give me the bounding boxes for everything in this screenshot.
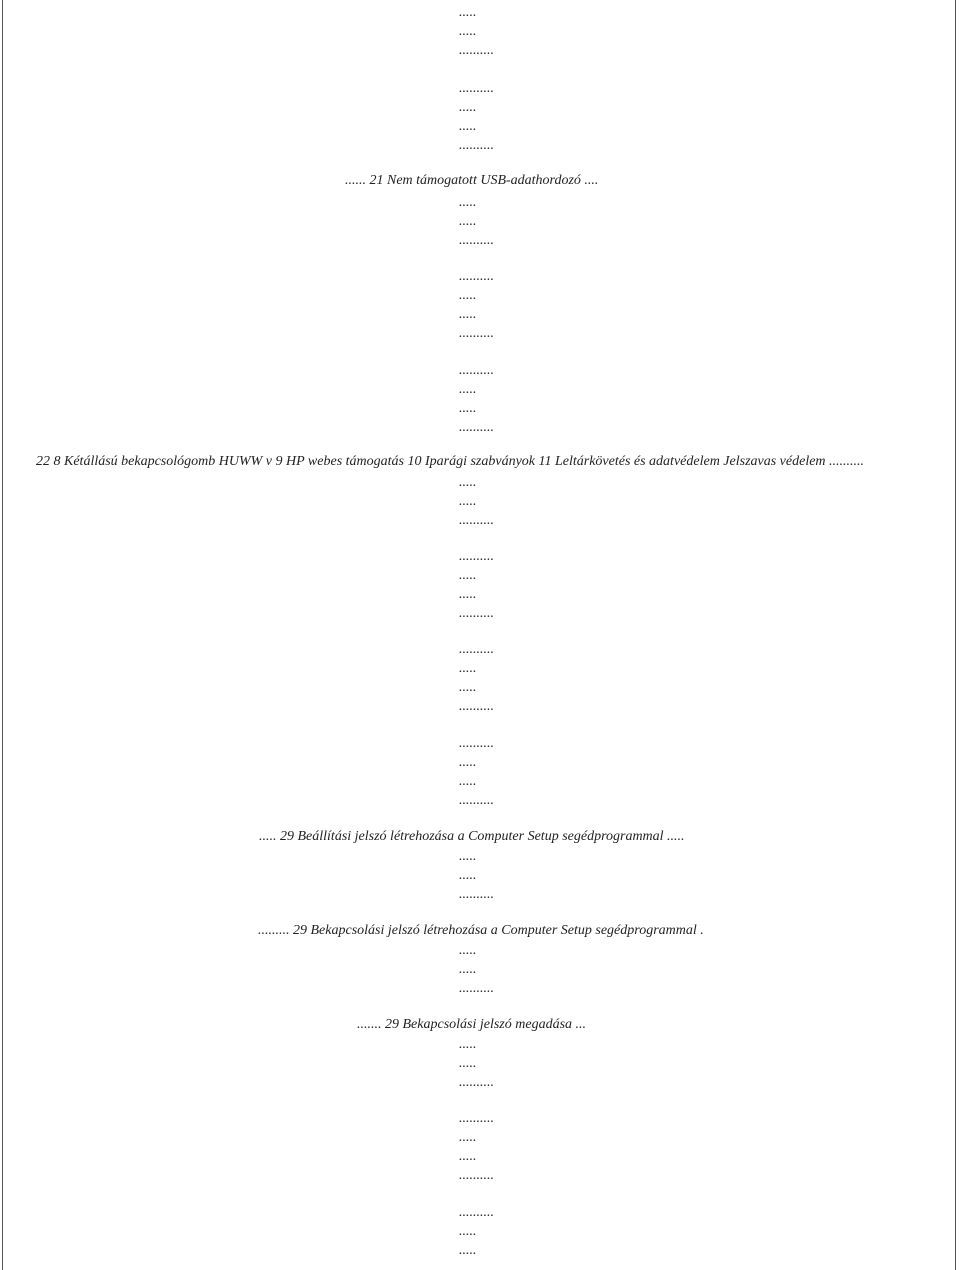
toc-line: .......... xyxy=(459,549,494,564)
toc-line: ..... xyxy=(459,382,477,397)
toc-line: ..... xyxy=(459,475,477,490)
toc-line: ..... xyxy=(459,1130,477,1145)
toc-line: ..... xyxy=(459,680,477,695)
toc-line: .......... xyxy=(459,1205,494,1220)
toc-line: .......... xyxy=(459,736,494,751)
toc-line: .......... xyxy=(459,793,494,808)
toc-line: .......... xyxy=(459,233,494,248)
toc-line: .......... xyxy=(459,887,494,902)
toc-line: ..... xyxy=(459,568,477,583)
toc-line: ..... xyxy=(459,1243,477,1258)
toc-line: ..... xyxy=(459,5,477,20)
toc-line: 22 8 Kétállású bekapcsológomb HUWW v 9 HP webes támogatás 10 Iparági szabványok 11 Leltárkövetés és adatvédelem Jelszavas védelem .......... xyxy=(36,454,865,469)
toc-line: ..... xyxy=(459,214,477,229)
toc-line: ..... xyxy=(459,119,477,134)
toc-line: .......... xyxy=(459,269,494,284)
toc-line: ..... xyxy=(459,1037,477,1052)
toc-line: ..... xyxy=(459,100,477,115)
toc-line: ..... xyxy=(459,307,477,322)
toc-line: ..... xyxy=(459,962,477,977)
toc-line: ..... xyxy=(459,868,477,883)
toc-line: .......... xyxy=(459,642,494,657)
toc-line: .......... xyxy=(459,326,494,341)
toc-line: ..... xyxy=(459,774,477,789)
toc-line: .......... xyxy=(459,699,494,714)
toc-line: .......... xyxy=(459,1111,494,1126)
toc-line: ..... xyxy=(459,195,477,210)
toc-line: .......... xyxy=(459,43,494,58)
toc-line: ..... xyxy=(459,401,477,416)
toc-line: ..... xyxy=(459,661,477,676)
toc-line: .......... xyxy=(459,606,494,621)
toc-line: .......... xyxy=(459,1075,494,1090)
toc-line: ..... xyxy=(459,24,477,39)
toc-line: .......... xyxy=(459,420,494,435)
toc-line: .......... xyxy=(459,81,494,96)
toc-line: .......... xyxy=(459,138,494,153)
toc-line: ..... xyxy=(459,1224,477,1239)
toc-line: ..... xyxy=(459,755,477,770)
toc-line: ..... xyxy=(459,943,477,958)
toc-line: ...... 21 Nem támogatott USB-adathordozó .... xyxy=(345,173,599,188)
toc-line: ..... xyxy=(459,288,477,303)
toc-line: .......... xyxy=(459,363,494,378)
toc-line: .......... xyxy=(459,981,494,996)
toc-line: .......... xyxy=(459,1168,494,1183)
toc-line: ..... xyxy=(459,1056,477,1071)
toc-line: ..... xyxy=(459,587,477,602)
toc-line: ..... xyxy=(459,849,477,864)
toc-line: ..... xyxy=(459,494,477,509)
toc-line: .......... xyxy=(459,513,494,528)
toc-line: ......... 29 Bekapcsolási jelszó létrehozása a Computer Setup segédprogrammal . xyxy=(258,923,704,938)
toc-line: ....... 29 Bekapcsolási jelszó megadása ... xyxy=(357,1017,587,1032)
toc-line: ..... xyxy=(459,1149,477,1164)
toc-line: ..... 29 Beállítási jelszó létrehozása a Computer Setup segédprogrammal ..... xyxy=(259,829,685,844)
